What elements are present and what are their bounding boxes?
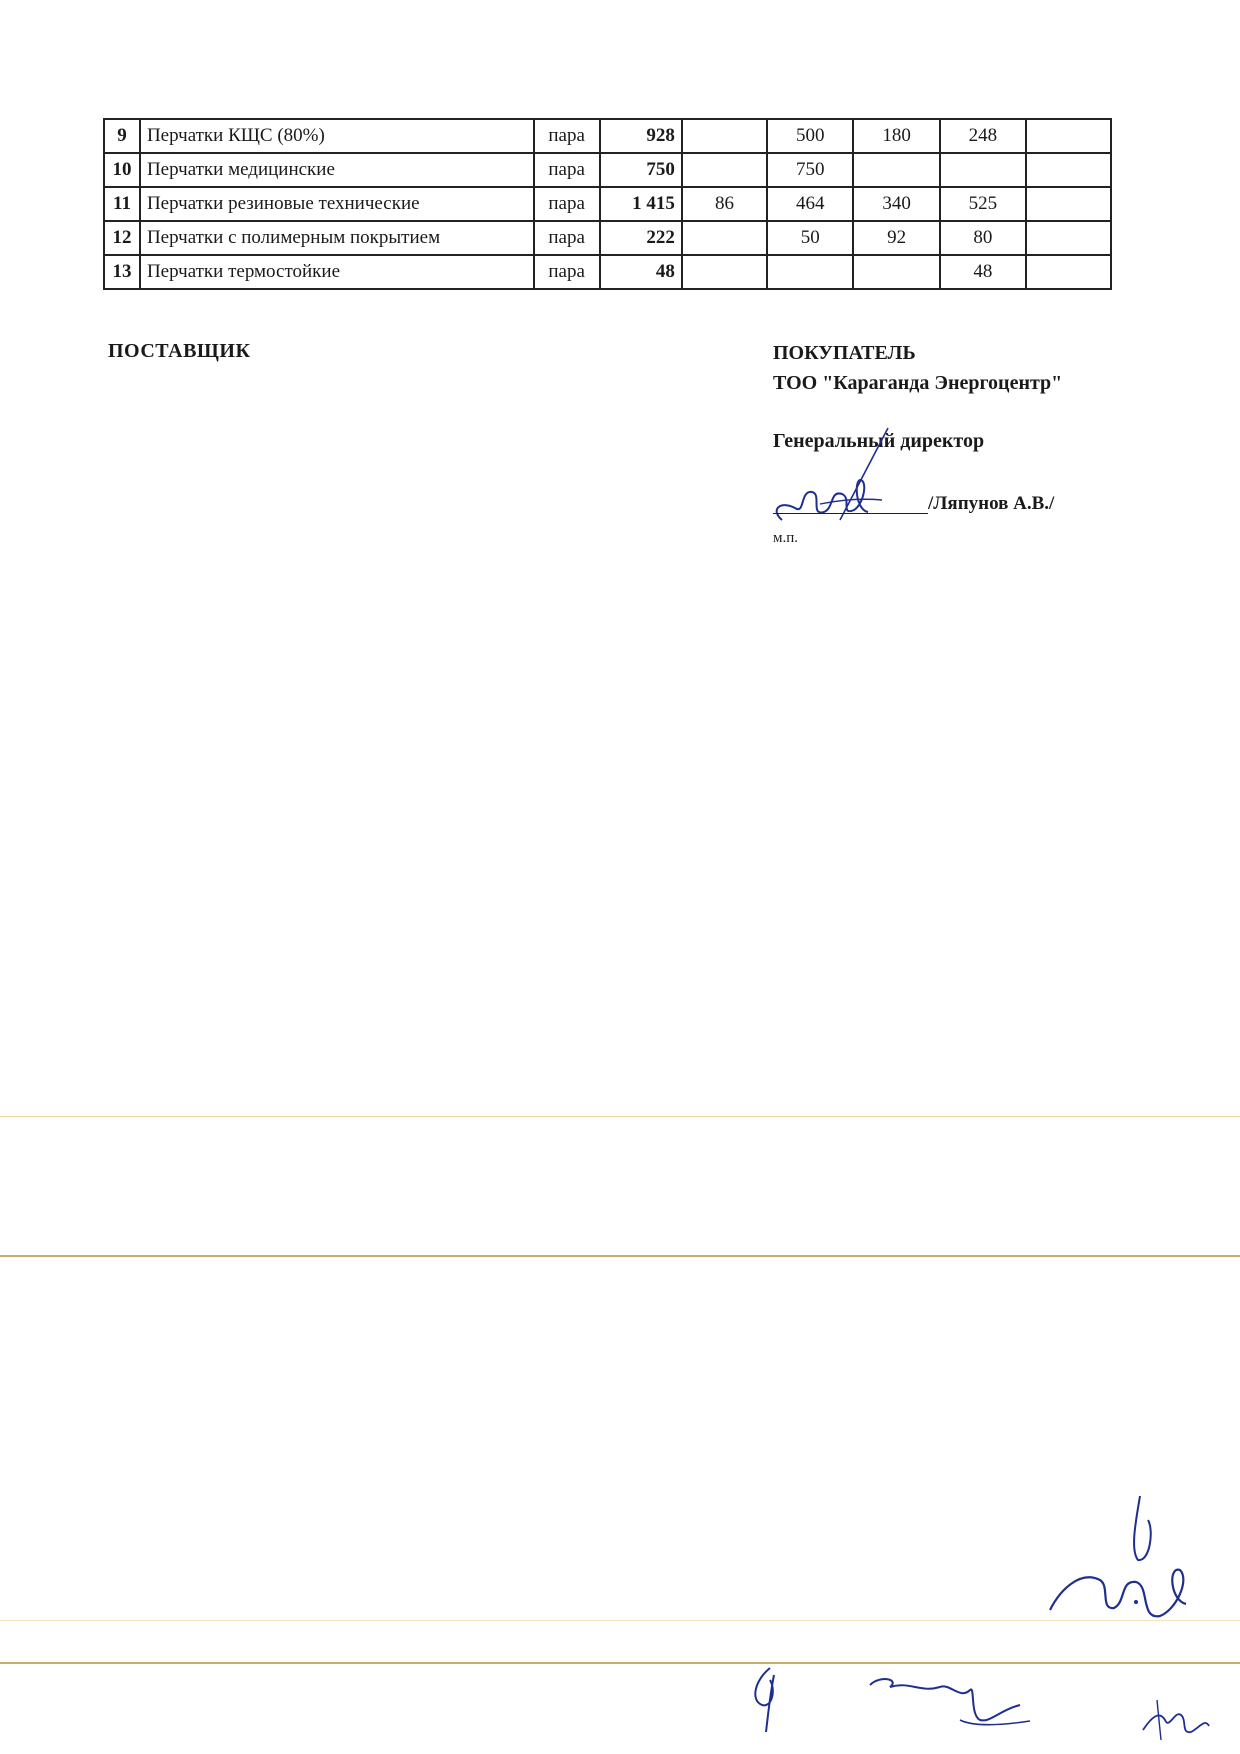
cell-num: 11 bbox=[104, 187, 140, 221]
cell-c3 bbox=[853, 255, 939, 289]
cell-c2 bbox=[767, 255, 853, 289]
cell-unit: пара bbox=[534, 255, 600, 289]
cell-c4: 248 bbox=[940, 119, 1026, 153]
table-row bbox=[104, 153, 1111, 187]
items-table bbox=[103, 118, 1112, 290]
cell-c5 bbox=[1026, 153, 1111, 187]
cell-name: Перчатки с полимерным покрытием bbox=[140, 221, 534, 255]
initials-signature-3 bbox=[1040, 1490, 1200, 1630]
cell-num: 13 bbox=[104, 255, 140, 289]
fold-line-top bbox=[0, 1116, 1240, 1117]
cell-c2: 750 bbox=[767, 153, 853, 187]
cell-c1 bbox=[682, 153, 767, 187]
cell-c5 bbox=[1026, 119, 1111, 153]
cell-unit: пара bbox=[534, 187, 600, 221]
cell-c2: 464 bbox=[767, 187, 853, 221]
cell-name: Перчатки медицинские bbox=[140, 153, 534, 187]
cell-c5 bbox=[1026, 221, 1111, 255]
cell-c2: 50 bbox=[767, 221, 853, 255]
table-row bbox=[104, 221, 1111, 255]
cell-c1 bbox=[682, 119, 767, 153]
initials-signature-2 bbox=[860, 1665, 1060, 1740]
cell-unit: пара bbox=[534, 221, 600, 255]
buyer-position: Генеральный директор bbox=[773, 430, 985, 452]
buyer-company: ТОО "Караганда Энергоцентр" bbox=[773, 372, 1063, 394]
cell-unit: пара bbox=[534, 153, 600, 187]
cell-c3: 180 bbox=[853, 119, 939, 153]
supplier-title: ПОСТАВЩИК bbox=[108, 340, 251, 362]
cell-c1 bbox=[682, 255, 767, 289]
initials-signature-1 bbox=[740, 1660, 800, 1735]
cell-num: 10 bbox=[104, 153, 140, 187]
signature-line bbox=[773, 512, 928, 514]
buyer-title: ПОКУПАТЕЛЬ bbox=[773, 342, 916, 364]
table-row bbox=[104, 255, 1111, 289]
cell-num: 12 bbox=[104, 221, 140, 255]
cell-unit: пара bbox=[534, 119, 600, 153]
cell-c4: 80 bbox=[940, 221, 1026, 255]
fold-line-mid bbox=[0, 1255, 1240, 1257]
cell-c4: 525 bbox=[940, 187, 1026, 221]
cell-c4: 48 bbox=[940, 255, 1026, 289]
cell-total: 928 bbox=[600, 119, 682, 153]
cell-total: 48 bbox=[600, 255, 682, 289]
signer-name: /Ляпунов А.В./ bbox=[928, 493, 1055, 514]
cell-c3 bbox=[853, 153, 939, 187]
initials-signature-4 bbox=[1135, 1690, 1215, 1750]
table-row bbox=[104, 119, 1111, 153]
table-row bbox=[104, 187, 1111, 221]
cell-name: Перчатки резиновые технические bbox=[140, 187, 534, 221]
fold-line-bottom bbox=[0, 1662, 1240, 1664]
cell-total: 1 415 bbox=[600, 187, 682, 221]
cell-num: 9 bbox=[104, 119, 140, 153]
cell-c5 bbox=[1026, 255, 1111, 289]
cell-name: Перчатки термостойкие bbox=[140, 255, 534, 289]
cell-c2: 500 bbox=[767, 119, 853, 153]
cell-c1 bbox=[682, 221, 767, 255]
cell-name: Перчатки КЩС (80%) bbox=[140, 119, 534, 153]
cell-total: 222 bbox=[600, 221, 682, 255]
cell-c3: 92 bbox=[853, 221, 939, 255]
cell-c4 bbox=[940, 153, 1026, 187]
buyer-block bbox=[773, 338, 1062, 398]
cell-c3: 340 bbox=[853, 187, 939, 221]
cell-total: 750 bbox=[600, 153, 682, 187]
cell-c5 bbox=[1026, 187, 1111, 221]
stamp-mark: м.п. bbox=[773, 530, 799, 546]
cell-c1: 86 bbox=[682, 187, 767, 221]
